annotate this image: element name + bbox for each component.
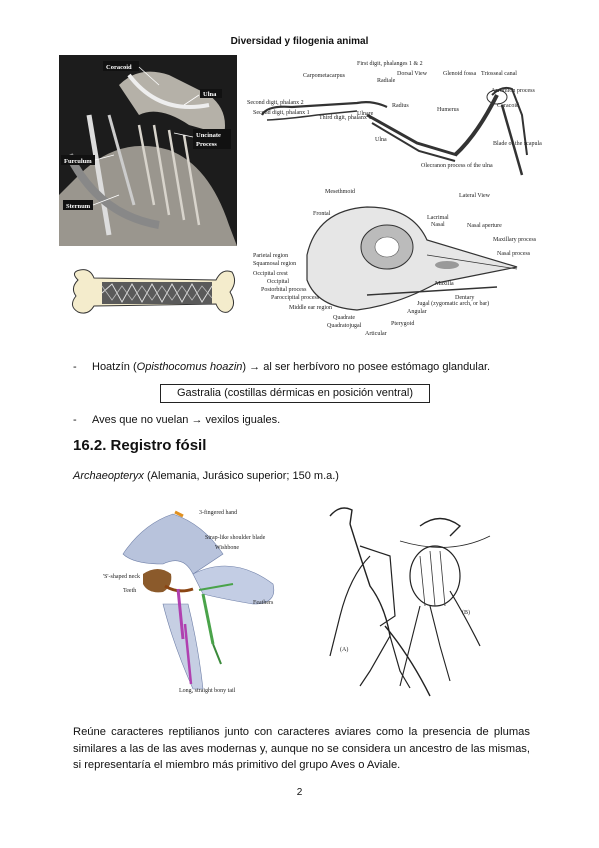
label-B: (B) bbox=[462, 610, 470, 616]
label-maxilla: Maxilla bbox=[435, 281, 454, 287]
hollow-bone-illustration bbox=[66, 262, 240, 322]
label-squamosal: Squamosal region bbox=[253, 261, 297, 267]
label-sternum: Sternum bbox=[66, 203, 91, 210]
label-articular: Articular bbox=[365, 331, 387, 337]
label-parietal: Parietal region bbox=[253, 253, 289, 259]
label-angular: Angular bbox=[407, 309, 427, 315]
bullet-dash: - bbox=[73, 361, 77, 373]
label-second-digit-2: Second digit, phalanx 2 bbox=[247, 100, 304, 106]
label-furculum: Furculum bbox=[64, 158, 92, 165]
archaeopteryx-paragraph: Reúne caracteres reptilianos junto con caracteres aviares como la presencia de plumas similares a las de las aves modernas y, aunque no se considera un ancestro de las mismas, si representaría el miembro más primitivo del grupo Aves o Aviale. bbox=[73, 726, 530, 771]
label-feathers: Feathers bbox=[253, 600, 274, 606]
page-header: Diversidad y filogenia animal bbox=[230, 36, 369, 47]
label-occipital-crest: Occipital crest bbox=[253, 271, 288, 277]
label-jugal: Jugal (zygomatic arch, or bar) bbox=[417, 301, 490, 307]
label-nasal-process: Nasal process bbox=[497, 251, 531, 257]
label-coracoid-w: Coracoid bbox=[497, 103, 519, 109]
label-carpometacarpus: Carpometacarpus bbox=[303, 73, 345, 79]
label-uncinate: Uncinate bbox=[196, 132, 221, 139]
label-process: Process bbox=[196, 141, 217, 148]
label-humerus: Humerus bbox=[437, 107, 459, 113]
label-coracoid: Coracoid bbox=[106, 64, 132, 71]
label-teeth: Teeth bbox=[123, 588, 137, 594]
bullet-flightless bbox=[73, 414, 533, 430]
label-dentary: Dentary bbox=[455, 295, 475, 301]
label-postorbital: Postorbital process bbox=[261, 287, 307, 293]
label-triosseal-canal: Triosseal canal bbox=[481, 71, 517, 77]
label-ulnare: Ulnare bbox=[357, 111, 374, 117]
label-nasal: Nasal bbox=[431, 222, 445, 228]
label-dorsal-view: Dorsal View bbox=[397, 71, 428, 77]
label-ulna: Ulna bbox=[203, 91, 217, 98]
label-quadrate: Quadrate bbox=[333, 315, 355, 321]
genus-name: Archaeopteryx bbox=[73, 470, 144, 482]
label-lateral-view: Lateral View bbox=[459, 193, 491, 199]
bullet-hoatzin bbox=[73, 361, 533, 377]
fossil-subtitle bbox=[73, 470, 339, 482]
page-number: 2 bbox=[296, 787, 303, 798]
bird-skull-drawing bbox=[247, 185, 537, 340]
bullet-text: Aves que no vuelan → vexilos iguales. bbox=[92, 414, 281, 426]
label-wishbone: Wishbone bbox=[215, 545, 240, 551]
label-s-neck: 'S'-shaped neck bbox=[103, 574, 140, 580]
label-glenoid-fossa: Glenoid fossa bbox=[443, 71, 477, 77]
label-acromion: Acromion process bbox=[491, 88, 535, 94]
bullet-dash: - bbox=[73, 414, 77, 426]
label-first-digit: First digit, phalanges 1 & 2 bbox=[357, 61, 423, 67]
label-third-digit: Third digit, phalanx 1 bbox=[319, 115, 372, 121]
wing-bones-drawing bbox=[247, 55, 542, 183]
label-olecranon: Olecranon process of the ulna bbox=[421, 163, 493, 169]
label-radiale: Radiale bbox=[377, 78, 396, 84]
label-occipital: Occipital bbox=[267, 279, 289, 285]
label-strap-shoulder: Strap-like shoulder blade bbox=[205, 535, 266, 541]
archaeopteryx-pigeon-comparison bbox=[300, 496, 493, 706]
label-second-digit-1: Second digit, phalanx 1 bbox=[253, 110, 310, 116]
bullet-text-post: ) → al ser herbívoro no posee estómago glandular. bbox=[242, 361, 491, 373]
label-nasal-aperture: Nasal aperture bbox=[467, 223, 502, 229]
label-lacrimal: Lacrimal bbox=[427, 215, 449, 221]
label-radius: Radius bbox=[392, 103, 409, 109]
label-frontal: Frontal bbox=[313, 211, 331, 217]
label-blade-scapula: Blade of the scapula bbox=[493, 141, 542, 147]
label-pterygoid: Pterygoid bbox=[391, 321, 415, 327]
label-bony-tail: Long, straight bony tail bbox=[179, 688, 236, 694]
label-A: (A) bbox=[340, 647, 349, 653]
section-title: 16.2. Registro fósil bbox=[73, 437, 207, 454]
label-maxillary-process: Maxillary process bbox=[493, 237, 537, 243]
archaeopteryx-color-illustration bbox=[103, 494, 295, 694]
fossil-subtitle-rest: (Alemania, Jurásico superior; 150 m.a.) bbox=[143, 470, 339, 482]
label-quadratojugal: Quadratojugal bbox=[327, 323, 362, 329]
gastralia-box: Gastralia (costillas dérmicas en posición ventral) bbox=[160, 384, 430, 403]
label-3-fingered-hand: 3-fingered hand bbox=[199, 510, 238, 516]
bullet-text-pre: Hoatzín ( bbox=[92, 361, 137, 373]
species-name: Opisthocomus hoazin bbox=[136, 361, 243, 373]
label-paroccipital: Paroccipital process bbox=[271, 295, 320, 301]
bird-skeleton-photo bbox=[59, 55, 237, 246]
label-ulna-w: Ulna bbox=[375, 137, 387, 143]
label-middle-ear: Middle ear region bbox=[289, 305, 332, 311]
label-mesethmoid: Mesethmoid bbox=[325, 189, 355, 195]
